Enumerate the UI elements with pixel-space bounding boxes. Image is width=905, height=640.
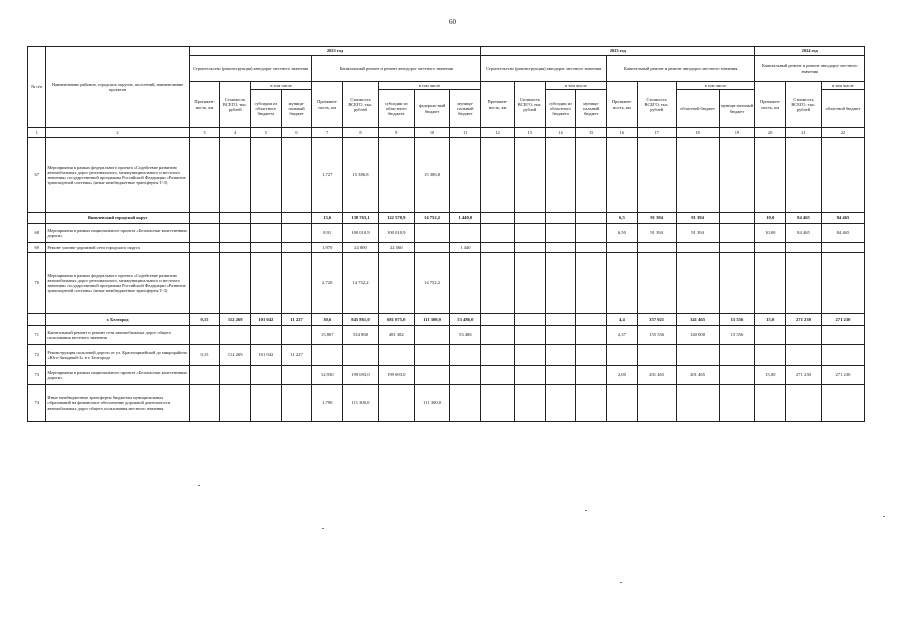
header-name: Наименование районов, городских округов, поселений, наименование проектов	[46, 47, 189, 128]
header-incl: в том числе	[676, 82, 755, 90]
column-number: 5	[251, 128, 282, 138]
value-cell	[514, 224, 545, 243]
row-number: 69	[28, 243, 46, 253]
value-cell: 2,720	[312, 253, 343, 314]
value-cell	[755, 326, 786, 345]
value-cell	[755, 345, 786, 366]
value-cell	[719, 345, 755, 366]
value-cell	[343, 345, 379, 366]
value-cell	[576, 314, 607, 326]
header-municipal: муници-пальный бюджет	[450, 90, 481, 128]
value-cell: 91 394	[637, 213, 676, 224]
column-number: 7	[312, 128, 343, 138]
value-cell	[514, 138, 545, 213]
value-cell	[378, 345, 414, 366]
value-cell	[637, 253, 676, 314]
header-federal: федераль-ный бюджет	[414, 90, 450, 128]
value-cell: 15 386,8	[414, 138, 450, 213]
value-cell	[719, 385, 755, 422]
header-len: Протяжен-ность, км	[607, 82, 638, 128]
value-cell: 481 382	[378, 326, 414, 345]
district-name: г. Белгород	[46, 314, 189, 326]
value-cell: 24 000	[343, 243, 379, 253]
row-number: 70	[28, 253, 46, 314]
value-cell: 271 230	[821, 366, 864, 385]
value-cell	[481, 366, 515, 385]
value-cell	[251, 366, 282, 385]
header-repair-c: Капитальный ремонт и ремонт автодорог местного значения	[755, 56, 865, 82]
value-cell: 1 440,0	[450, 213, 481, 224]
value-cell	[821, 326, 864, 345]
column-number: 11	[450, 128, 481, 138]
value-cell	[755, 138, 786, 213]
value-cell	[514, 366, 545, 385]
value-cell	[281, 326, 312, 345]
value-cell	[251, 138, 282, 213]
value-cell	[251, 326, 282, 345]
value-cell: 1,970	[312, 243, 343, 253]
district-name: Яковлевский городской округ	[46, 213, 189, 224]
header-subsidy: субсидии из областного бюджета	[251, 90, 282, 128]
value-cell: 271 230	[786, 314, 822, 326]
value-cell	[450, 138, 481, 213]
value-cell	[450, 224, 481, 243]
value-cell	[637, 243, 676, 253]
value-cell	[281, 253, 312, 314]
value-cell	[481, 224, 515, 243]
value-cell: 6,50	[607, 224, 638, 243]
header-cost: Стоимость ВСЕГО, тыс. рублей	[514, 82, 545, 128]
value-cell	[676, 243, 719, 253]
value-cell	[637, 138, 676, 213]
value-cell	[786, 385, 822, 422]
header-municipal: муници-пальный бюджет	[719, 90, 755, 128]
value-cell	[755, 253, 786, 314]
value-cell	[545, 326, 576, 345]
value-cell	[378, 138, 414, 213]
value-cell	[189, 366, 220, 385]
value-cell	[481, 314, 515, 326]
row-number: 72	[28, 345, 46, 366]
header-oblast: областной бюджет	[821, 90, 864, 128]
value-cell	[281, 243, 312, 253]
value-cell	[481, 326, 515, 345]
column-number: 18	[676, 128, 719, 138]
value-cell: 10,0	[755, 213, 786, 224]
value-cell	[545, 253, 576, 314]
header-cost: Стоимость ВСЕГО, тыс. рублей	[343, 82, 379, 128]
value-cell: 100 010,9	[343, 224, 379, 243]
table-row	[28, 243, 865, 253]
row-number: 67	[28, 138, 46, 213]
value-cell	[786, 138, 822, 213]
value-cell: 10,00	[755, 224, 786, 243]
header-build-b: Строительство (реконструкция) автодорог местного значения	[481, 56, 607, 82]
table-row	[28, 138, 865, 213]
scan-speck	[883, 516, 885, 517]
value-cell	[414, 366, 450, 385]
row-number: 73	[28, 366, 46, 385]
header-build-a: Строительство (реконструкция) автодорог местного значения	[189, 56, 312, 82]
value-cell	[189, 253, 220, 314]
value-cell	[545, 385, 576, 422]
column-number: 4	[220, 128, 251, 138]
column-number: 19	[719, 128, 755, 138]
table-row	[28, 253, 865, 314]
value-cell: 1 440	[450, 243, 481, 253]
value-cell	[576, 213, 607, 224]
value-cell: 1,727	[312, 138, 343, 213]
value-cell	[545, 224, 576, 243]
column-number: 13	[514, 128, 545, 138]
value-cell	[189, 213, 220, 224]
table-row	[28, 345, 865, 366]
value-cell: 15,0	[755, 314, 786, 326]
value-cell: 111 300,0	[414, 314, 450, 326]
header-subsidy: субсидии из областного бюджета	[378, 90, 414, 128]
value-cell: 111 300,0	[343, 385, 379, 422]
header-year-2024: 2024 год	[755, 47, 865, 56]
value-cell: 534 868	[343, 326, 379, 345]
value-cell	[481, 345, 515, 366]
header-len: Протяжен-ность, км	[755, 82, 786, 128]
value-cell	[281, 224, 312, 243]
column-number: 12	[481, 128, 515, 138]
value-cell	[281, 366, 312, 385]
value-cell	[481, 385, 515, 422]
column-number: 21	[786, 128, 822, 138]
value-cell	[719, 138, 755, 213]
column-number: 22	[821, 128, 864, 138]
value-cell: 11 227	[281, 314, 312, 326]
value-cell: 1,790	[312, 385, 343, 422]
value-cell: 15 386,8	[343, 138, 379, 213]
header-len: Протяжен-ность, км	[312, 82, 343, 128]
value-cell	[676, 138, 719, 213]
scan-speck	[620, 582, 622, 583]
value-cell	[607, 345, 638, 366]
value-cell: 15 556	[719, 326, 755, 345]
value-cell: 101 042	[251, 345, 282, 366]
scan-speck	[585, 510, 587, 511]
value-cell: 341 465	[676, 314, 719, 326]
value-cell	[514, 385, 545, 422]
value-cell: 13,6	[312, 213, 343, 224]
value-cell	[281, 385, 312, 422]
value-cell: 845 861,0	[343, 314, 379, 326]
header-oblast: областной бюджет	[676, 90, 719, 128]
value-cell	[607, 253, 638, 314]
value-cell	[189, 138, 220, 213]
row-number: 71	[28, 326, 46, 345]
value-cell	[576, 138, 607, 213]
row-number	[28, 314, 46, 326]
value-cell: 122 570,9	[378, 213, 414, 224]
value-cell: 201 465	[676, 366, 719, 385]
value-cell	[414, 224, 450, 243]
value-cell	[719, 213, 755, 224]
value-cell: 14 752,2	[343, 253, 379, 314]
value-cell	[821, 253, 864, 314]
value-cell: 112 269	[220, 314, 251, 326]
value-cell	[450, 253, 481, 314]
column-number: 2	[46, 128, 189, 138]
value-cell	[220, 224, 251, 243]
value-cell: 681 075,0	[378, 314, 414, 326]
value-cell	[189, 385, 220, 422]
value-cell: 140 000	[676, 326, 719, 345]
project-name: Реконструкция пользовой дороги от ул. Красноармейской до микрорайона «Юго-Западный-2» в г. Белгороде	[46, 345, 189, 366]
project-name: Мероприятия в рамках национального проекта «Безопасные качественные дороги»	[46, 224, 189, 243]
value-cell	[821, 138, 864, 213]
value-cell	[514, 213, 545, 224]
value-cell	[545, 213, 576, 224]
value-cell	[576, 326, 607, 345]
value-cell	[378, 253, 414, 314]
value-cell	[481, 138, 515, 213]
value-cell	[545, 366, 576, 385]
value-cell	[719, 253, 755, 314]
project-name: Мероприятия в рамках федерального проекта «Содействие развитию автомобильных дорог регионального, межмуниципального и местного значения» государственной программы Российской Федерации «Развитие транспортной системы» (иные межбюджетные трансферты Т-3)	[46, 253, 189, 314]
value-cell	[676, 345, 719, 366]
value-cell	[514, 345, 545, 366]
value-cell	[414, 345, 450, 366]
value-cell	[220, 138, 251, 213]
table-row-district	[28, 213, 865, 224]
page-number: 60	[449, 18, 456, 26]
value-cell: 84 465	[821, 213, 864, 224]
header-incl: в том числе	[251, 82, 312, 90]
value-cell	[576, 253, 607, 314]
header-cost: Стоимость ВСЕГО, тыс. рублей	[637, 82, 676, 128]
header-repair-b: Капитальный ремонт и ремонт автодорог местного значения	[607, 56, 755, 82]
value-cell: 11 227	[281, 345, 312, 366]
header-num: № п/п	[28, 47, 46, 128]
value-cell: 155 556	[637, 326, 676, 345]
value-cell	[251, 213, 282, 224]
column-number: 17	[637, 128, 676, 138]
value-cell	[607, 243, 638, 253]
column-number-row	[28, 128, 865, 138]
row-number: 74	[28, 385, 46, 422]
value-cell	[251, 253, 282, 314]
value-cell: 84 465	[786, 213, 822, 224]
value-cell	[481, 243, 515, 253]
value-cell	[251, 243, 282, 253]
budget-table	[27, 46, 865, 422]
value-cell	[220, 253, 251, 314]
value-cell	[607, 385, 638, 422]
value-cell	[220, 326, 251, 345]
value-cell: 30,6	[312, 314, 343, 326]
value-cell	[514, 326, 545, 345]
value-cell: 12,930	[312, 366, 343, 385]
column-number: 9	[378, 128, 414, 138]
value-cell: 8,91	[312, 224, 343, 243]
value-cell: 2,00	[607, 366, 638, 385]
value-cell: 15,00	[755, 366, 786, 385]
value-cell	[251, 385, 282, 422]
column-number: 15	[576, 128, 607, 138]
value-cell: 0,15	[189, 314, 220, 326]
value-cell	[719, 366, 755, 385]
value-cell: 84 465	[821, 224, 864, 243]
header-year-2023-b: 2023 год	[481, 47, 755, 56]
value-cell: 14 752,2	[414, 213, 450, 224]
value-cell: 100 010,9	[378, 224, 414, 243]
value-cell: 271 230	[821, 314, 864, 326]
header-incl: в том числе	[821, 82, 864, 90]
value-cell	[251, 224, 282, 243]
value-cell: 271 230	[786, 366, 822, 385]
value-cell	[189, 224, 220, 243]
table-row	[28, 366, 865, 385]
value-cell	[821, 385, 864, 422]
column-number: 6	[281, 128, 312, 138]
value-cell: 15 556	[719, 314, 755, 326]
value-cell	[576, 243, 607, 253]
value-cell: 0,15	[189, 345, 220, 366]
value-cell	[545, 138, 576, 213]
value-cell	[719, 224, 755, 243]
value-cell	[189, 243, 220, 253]
value-cell	[450, 345, 481, 366]
value-cell: 201 465	[637, 366, 676, 385]
header-year-2023-a: 2023 год	[189, 47, 481, 56]
value-cell	[312, 345, 343, 366]
table-row-district	[28, 314, 865, 326]
header-repair-a: Капитальный ремонт и ремонт автодорог местного значения	[312, 56, 481, 82]
value-cell: 138 763,1	[343, 213, 379, 224]
header-subsidy: субсидии из областного бюджета	[545, 90, 576, 128]
value-cell	[637, 385, 676, 422]
scan-speck	[198, 485, 200, 486]
header-cost: Стоимость ВСЕГО, тыс. рублей	[786, 82, 822, 128]
value-cell	[821, 243, 864, 253]
project-name: Ремонт улично-дорожной сети городского округа	[46, 243, 189, 253]
value-cell	[676, 385, 719, 422]
value-cell	[481, 213, 515, 224]
header-incl: в том числе	[545, 82, 606, 90]
value-cell	[755, 243, 786, 253]
column-number: 20	[755, 128, 786, 138]
column-number: 1	[28, 128, 46, 138]
value-cell: 22 560	[378, 243, 414, 253]
value-cell	[786, 253, 822, 314]
column-number: 16	[607, 128, 638, 138]
value-cell: 112 269	[220, 345, 251, 366]
value-cell	[281, 213, 312, 224]
value-cell: 53 486,0	[450, 314, 481, 326]
value-cell	[576, 224, 607, 243]
value-cell: 84 465	[786, 224, 822, 243]
value-cell	[607, 138, 638, 213]
value-cell: 91 394	[676, 213, 719, 224]
value-cell	[514, 314, 545, 326]
value-cell: 357 021	[637, 314, 676, 326]
value-cell: 6,5	[607, 213, 638, 224]
value-cell	[786, 243, 822, 253]
value-cell	[786, 326, 822, 345]
column-number: 3	[189, 128, 220, 138]
scan-speck	[322, 528, 324, 529]
value-cell	[576, 345, 607, 366]
value-cell	[719, 243, 755, 253]
table-row	[28, 385, 865, 422]
header-len: Протяжен-ность, км	[481, 82, 515, 128]
value-cell	[545, 345, 576, 366]
value-cell	[220, 366, 251, 385]
value-cell	[220, 243, 251, 253]
value-cell	[545, 314, 576, 326]
header-len: Протяжен-ность, км	[189, 82, 220, 128]
value-cell	[514, 253, 545, 314]
value-cell	[378, 385, 414, 422]
value-cell: 53 486	[450, 326, 481, 345]
value-cell: 199 693,0	[378, 366, 414, 385]
value-cell	[576, 366, 607, 385]
value-cell	[786, 345, 822, 366]
value-cell: 91 394	[676, 224, 719, 243]
value-cell: 4,4	[607, 314, 638, 326]
value-cell: 101 042	[251, 314, 282, 326]
row-number	[28, 213, 46, 224]
value-cell	[414, 243, 450, 253]
project-name: Мероприятия в рамках федерального проекта «Содействие развитию автомобильных дорог регионального, межмуниципального и местного значения» государственной программы Российской Федерации «Развитие транспортной системы» (иные межбюджетные трансферты Т-3)	[46, 138, 189, 213]
table-row	[28, 224, 865, 243]
value-cell: 111 300,0	[414, 385, 450, 422]
project-name: Мероприятия в рамках национального проекта «Безопасные качественные дороги»	[46, 366, 189, 385]
value-cell	[576, 385, 607, 422]
value-cell	[481, 253, 515, 314]
header-incl: в том числе	[378, 82, 480, 90]
value-cell	[545, 243, 576, 253]
column-number: 8	[343, 128, 379, 138]
value-cell	[450, 385, 481, 422]
column-number: 14	[545, 128, 576, 138]
value-cell	[189, 326, 220, 345]
value-cell	[637, 345, 676, 366]
header-cost: Стоимость ВСЕГО, тыс. рублей	[220, 82, 251, 128]
value-cell	[514, 243, 545, 253]
value-cell	[220, 385, 251, 422]
value-cell: 2,37	[607, 326, 638, 345]
value-cell: 14 752,2	[414, 253, 450, 314]
value-cell: 199 693,0	[343, 366, 379, 385]
column-number: 10	[414, 128, 450, 138]
value-cell	[821, 345, 864, 366]
value-cell	[755, 385, 786, 422]
row-number: 68	[28, 224, 46, 243]
value-cell: 91 394	[637, 224, 676, 243]
project-name: Капитальный ремонт и ремонт сети автомобильных дорог общего пользования местного значения	[46, 326, 189, 345]
table-row	[28, 326, 865, 345]
value-cell	[450, 366, 481, 385]
value-cell: 15,867	[312, 326, 343, 345]
value-cell	[281, 138, 312, 213]
value-cell	[220, 213, 251, 224]
project-name: Иные межбюджетные трансферты бюджетам муниципальных образований на финансовое обеспечение дорожной деятельности автомобильных дорог общего пользования местного значения	[46, 385, 189, 422]
value-cell	[414, 326, 450, 345]
header-municipal: муници-пальный бюджет	[281, 90, 312, 128]
value-cell	[676, 253, 719, 314]
header-municipal: муници-пальный бюджет	[576, 90, 607, 128]
